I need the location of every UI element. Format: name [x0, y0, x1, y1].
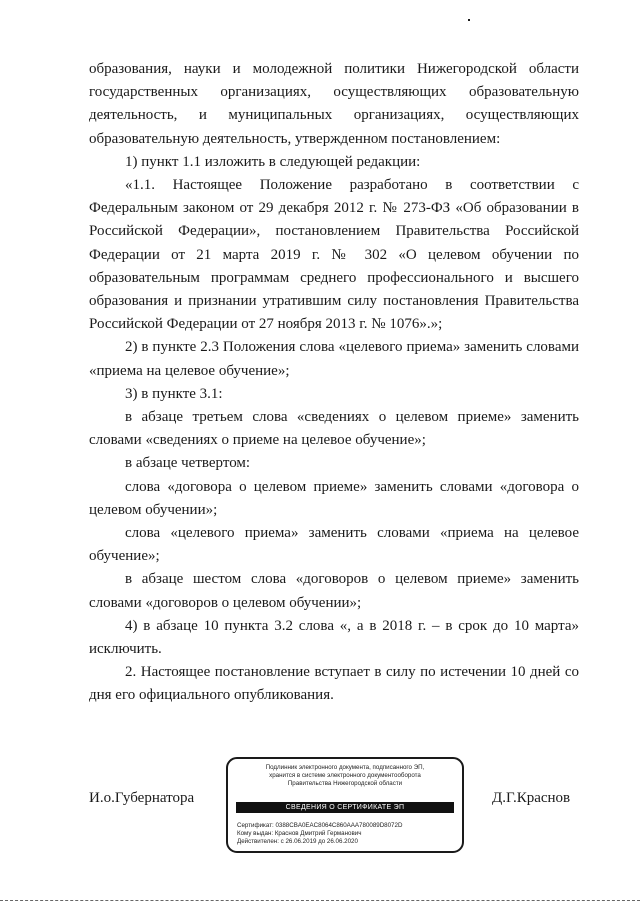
scan-edge: [0, 900, 640, 901]
paragraph: 3) в пункте 3.1:: [125, 385, 223, 402]
stamp-line: Подлинник электронного документа, подписанного ЭП,: [265, 764, 425, 771]
stamp-title: СВЕДЕНИЯ О СЕРТИФИКАТЕ ЭП: [236, 802, 454, 813]
stamp-details: [237, 822, 402, 847]
signatory-title: И.о.Губернатора: [89, 790, 195, 806]
stamp-valid: Действителен: с 26.06.2019 до 26.06.2020: [237, 838, 358, 846]
paragraph: 4) в абзаце 10 пункта 3.2 слова «, а в 2018 г. – в срок до 10 марта» исключить.: [89, 617, 579, 658]
paragraph: 2. Настоящее постановление вступает в силу по истечении 10 дней со дня его официального опубликования.: [89, 664, 579, 704]
scan-mark: [468, 19, 470, 21]
paragraph: в абзаце шестом слова «договоров о целевом приеме» заменить словами «договоров о целевом обучении»;: [89, 571, 579, 611]
paragraph: слова «целевого приема» заменить словами «приема на целевое обучение»;: [89, 525, 579, 565]
paragraph: в абзаце четвертом:: [125, 455, 251, 472]
stamp-line: хранится в системе электронного документооборота: [269, 772, 421, 779]
paragraph: 1) пункт 1.1 изложить в следующей редакции:: [125, 153, 421, 170]
electronic-signature-stamp: [226, 757, 464, 853]
paragraph: слова «договора о целевом приеме» заменить словами «договора о целевом обучении»;: [89, 478, 579, 518]
document-body: [89, 58, 579, 708]
stamp-header: [228, 764, 462, 788]
paragraph: образования, науки и молодежной политики Нижегородской области государственных организациях, осуществляющих образовательную деятельность, и муниципальных организациях, осуществляющих образовательную деятельность, утвержденном постановлением:: [89, 61, 579, 147]
paragraph: 2) в пункте 2.3 Положения слова «целевого приема» заменить словами «приема на целевое обучение»;: [89, 339, 579, 379]
signatory-name: Д.Г.Краснов: [492, 790, 571, 806]
stamp-issued-to: Кому выдан: Краснов Дмитрий Германович: [237, 830, 362, 838]
stamp-certificate: Сертификат: 0388CBA0EAC8064C860AAA780089D8072D: [237, 822, 403, 829]
paragraph: «1.1. Настоящее Положение разработано в соответствии с Федеральным законом от 29 декабря 2012 г. № 273-ФЗ «Об образовании в Российской Федерации», постановлением Правительства Российской Федерации от 21 марта 2019 г. № 302 «О целевом обучении по образовательным программам среднего профессионального и высшего образования и признании утратившим силу постановления Правительства Российской Федерации от 27 ноября 2013 г. № 1076».»;: [89, 177, 579, 333]
paragraph: в абзаце третьем слова «сведениях о целевом приеме» заменить словами «сведениях о приеме на целевое обучение»;: [89, 409, 579, 449]
stamp-line: Правительства Нижегородской области: [287, 780, 403, 787]
